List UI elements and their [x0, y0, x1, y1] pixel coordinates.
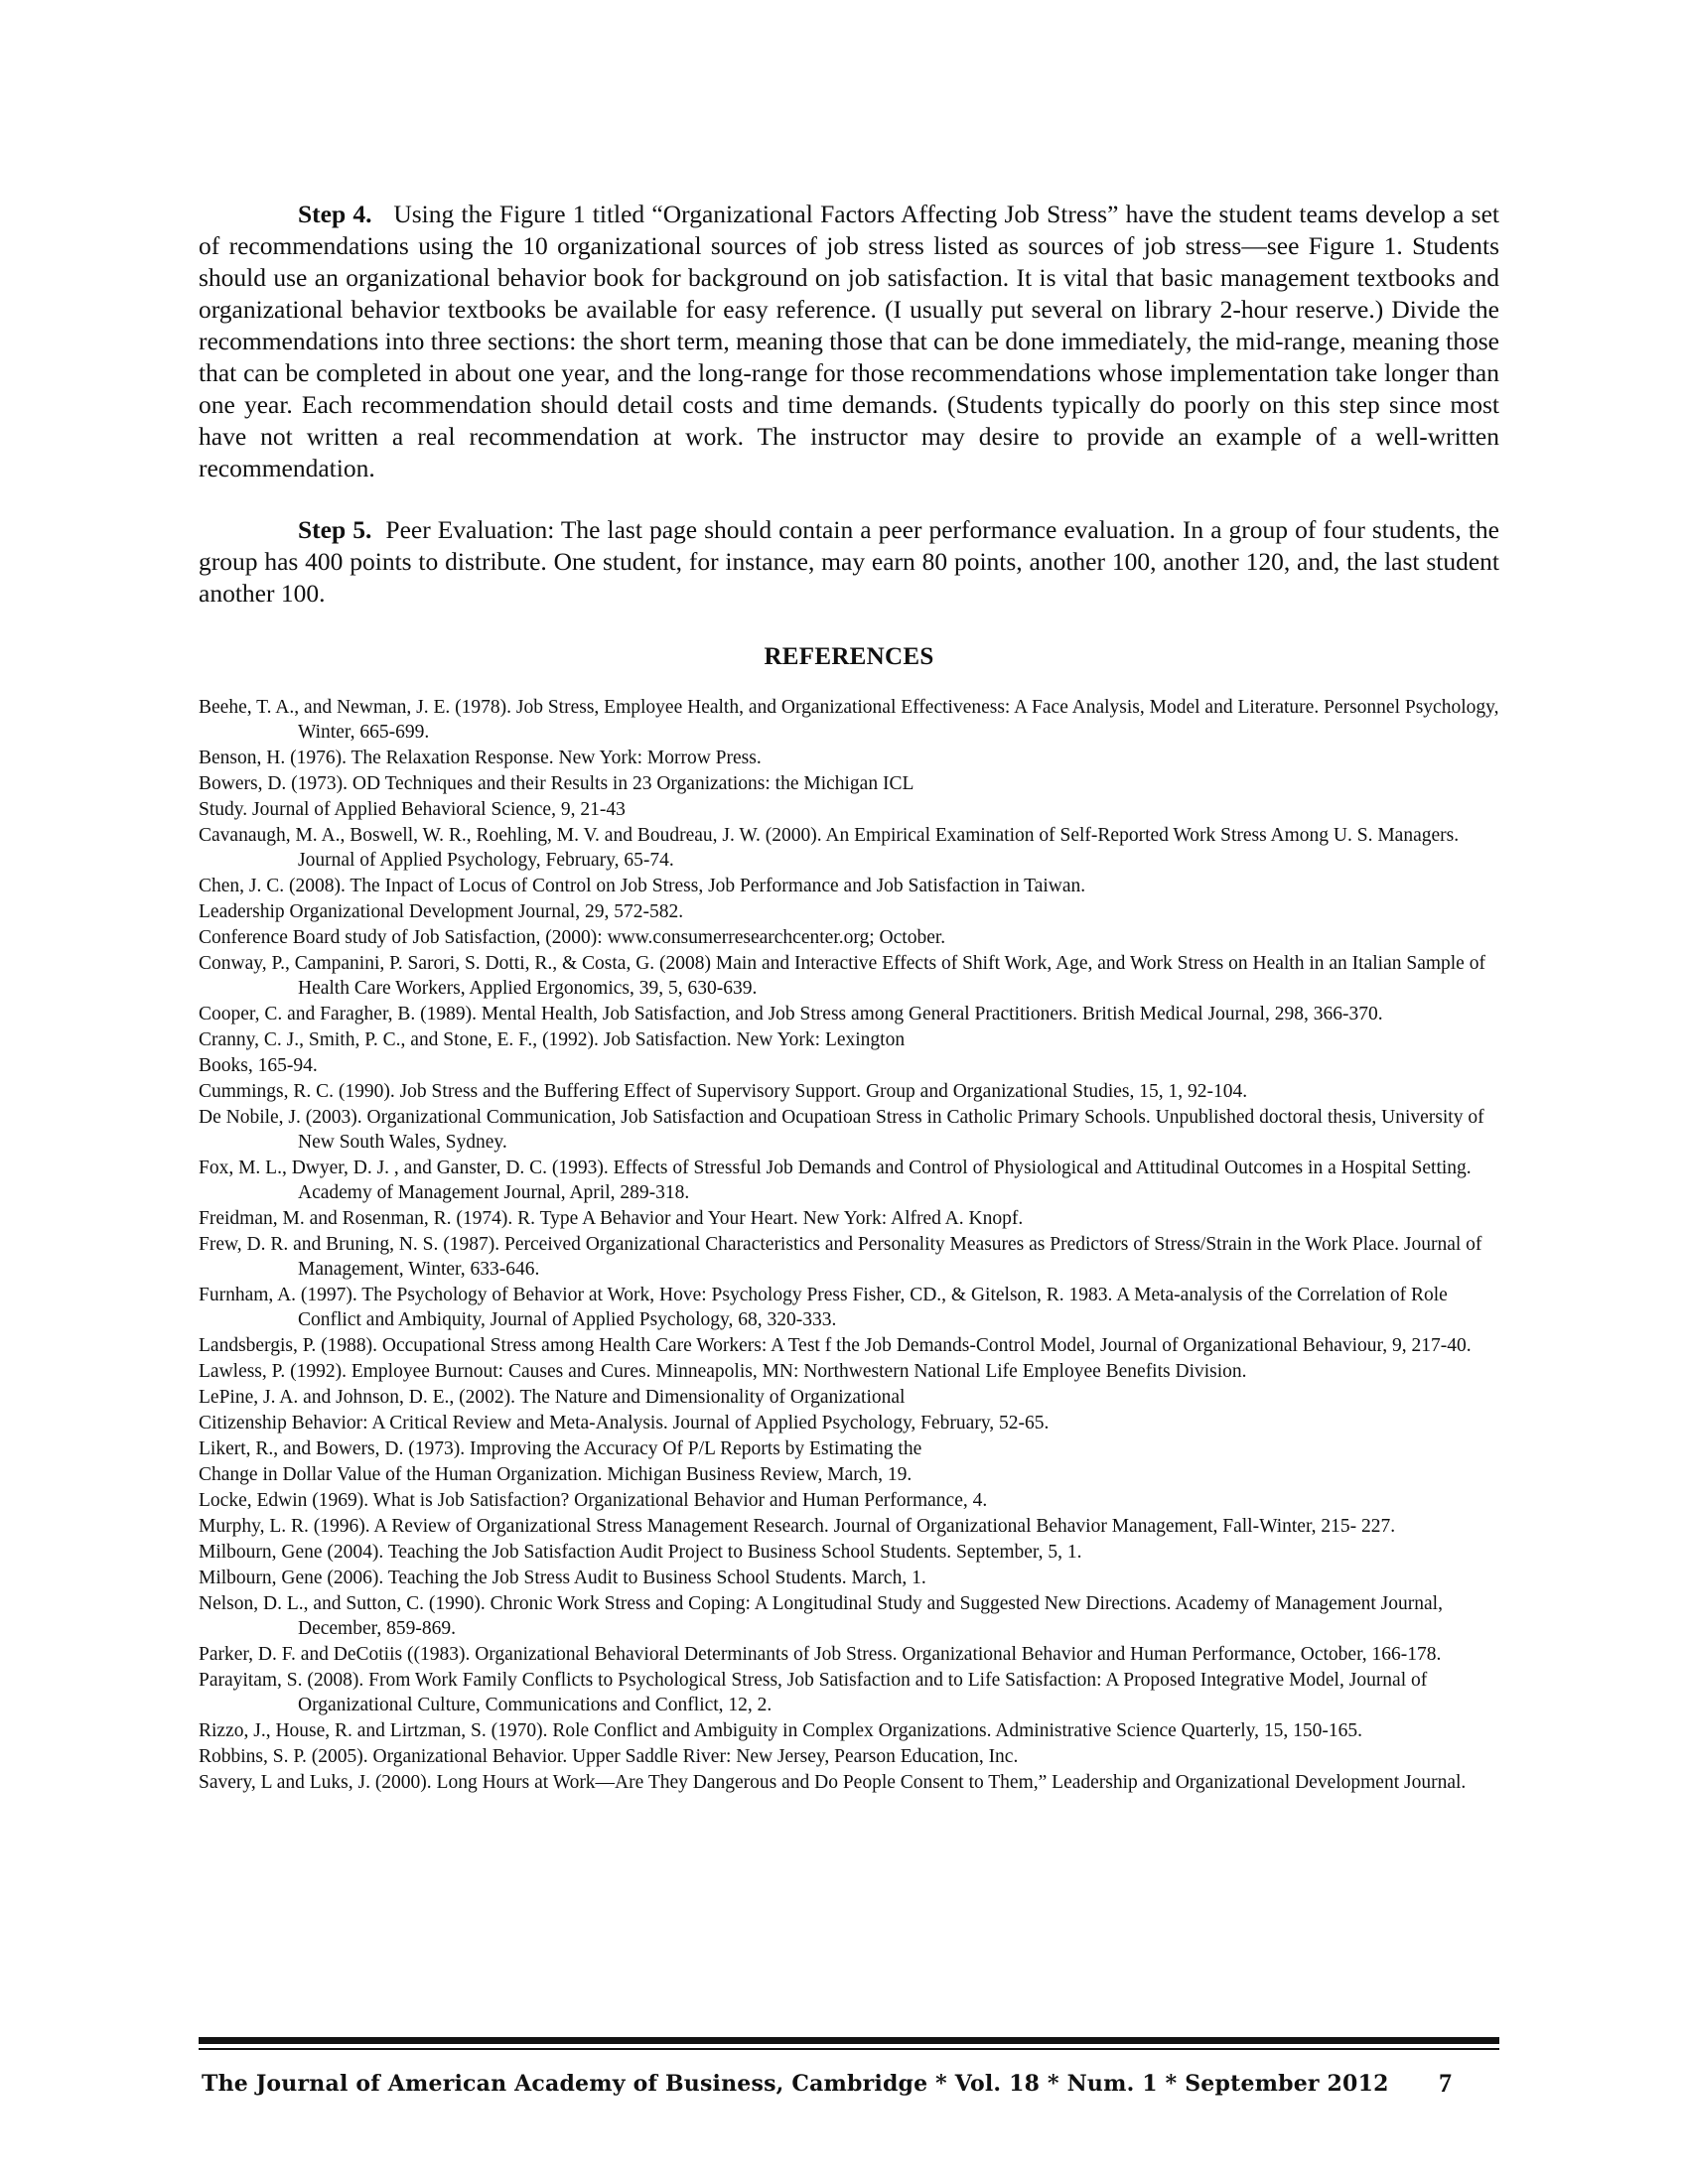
reference-item: Savery, L and Luks, J. (2000). Long Hours at Work—Are They Dangerous and Do People Consent to Them,” Leadership and Organizational Development Journal. [199, 1772, 1467, 1793]
reference-item: Change in Dollar Value of the Human Organization. Michigan Business Review, March, 19. [199, 1464, 913, 1485]
reference-item: Cummings, R. C. (1990). Job Stress and the Buffering Effect of Supervisory Support. Group and Organizational Studies, 15, 1, 92-104. [199, 1081, 1248, 1102]
reference-list [199, 695, 1499, 1795]
reference-item: Furnham, A. (1997). The Psychology of Behavior at Work, Hove: Psychology Press Fisher, CD., & Gitelson, R. 1983. A Meta-analysis of the Correlation of Role Conflict and Ambiquity, Journal of Applied Psychology, 68, 320-333. [199, 1285, 1448, 1330]
reference-item: Likert, R., and Bowers, D. (1973). Improving the Accuracy Of P/L Reports by Estimating the [199, 1438, 922, 1459]
reference-item: Conway, P., Campanini, P. Sarori, S. Dotti, R., & Costa, G. (2008) Main and Interactive Effects of Shift Work, Age, and Work Stress on Health in an Italian Sample of Health Care Workers, Applied Ergonomics, 39, 5, 630-639. [199, 953, 1485, 999]
page-number: 7 [1439, 2069, 1452, 2098]
reference-item: Landsbergis, P. (1988). Occupational Stress among Health Care Workers: A Test f the Job Demands-Control Model, Journal of Organizational Behaviour, 9, 217-40. [199, 1335, 1472, 1356]
step-5-label: Step 5. [298, 515, 372, 544]
reference-item: Cooper, C. and Faragher, B. (1989). Mental Health, Job Satisfaction, and Job Stress among General Practitioners. British Medical Journal, 298, 366-370. [199, 1004, 1383, 1024]
reference-item: Leadership Organizational Development Journal, 29, 572-582. [199, 901, 684, 922]
reference-item: Benson, H. (1976). The Relaxation Response. New York: Morrow Press. [199, 748, 762, 768]
page-content [199, 199, 1499, 1796]
references-heading: REFERENCES [764, 643, 934, 670]
reference-item: Locke, Edwin (1969). What is Job Satisfaction? Organizational Behavior and Human Performance, 4. [199, 1490, 988, 1511]
reference-item: Beehe, T. A., and Newman, J. E. (1978). Job Stress, Employee Health, and Organizational Effectiveness: A Face Analysis, Model and Literature. Personnel Psychology, Winter, 665-699. [199, 697, 1499, 743]
reference-item: Chen, J. C. (2008). The Inpact of Locus of Control on Job Stress, Job Performance and Job Satisfaction in Taiwan. [199, 876, 1086, 896]
reference-item: Conference Board study of Job Satisfaction, (2000): www.consumerresearchcenter.org; October. [199, 927, 946, 948]
reference-item: Study. Journal of Applied Behavioral Science, 9, 21-43 [199, 799, 626, 820]
step-5-paragraph [199, 514, 1499, 610]
reference-item: Parker, D. F. and DeCotiis ((1983). Organizational Behavioral Determinants of Job Stress. Organizational Behavior and Human Performance, October, 166-178. [199, 1644, 1442, 1665]
reference-item: LePine, J. A. and Johnson, D. E., (2002). The Nature and Dimensionality of Organizational [199, 1387, 906, 1408]
journal-footer: The Journal of American Academy of Business, Cambridge * Vol. 18 * Num. 1 * September 2012 [202, 2071, 1389, 2097]
footer-rule-thin [199, 2048, 1499, 2050]
reference-item: Citizenship Behavior: A Critical Review and Meta-Analysis. Journal of Applied Psychology, February, 52-65. [199, 1413, 1050, 1433]
reference-item: Milbourn, Gene (2006). Teaching the Job Stress Audit to Business School Students. March, 1. [199, 1568, 926, 1588]
step-4-label: Step 4. [298, 200, 372, 228]
reference-item: Milbourn, Gene (2004). Teaching the Job Satisfaction Audit Project to Business School Students. September, 5, 1. [199, 1542, 1082, 1563]
reference-item: Bowers, D. (1973). OD Techniques and their Results in 23 Organizations: the Michigan ICL [199, 773, 914, 794]
reference-item: Cavanaugh, M. A., Boswell, W. R., Roehling, M. V. and Boudreau, J. W. (2000). An Empirical Examination of Self-Reported Work Stress Among U. S. Managers. Journal of Applied Psychology, February, 65-74. [199, 825, 1460, 871]
reference-item: Books, 165-94. [199, 1055, 318, 1076]
reference-item: De Nobile, J. (2003). Organizational Communication, Job Satisfaction and Ocupatioan Stress in Catholic Primary Schools. Unpublished doctoral thesis, University of New South Wales, Sydney. [199, 1107, 1484, 1153]
reference-item: Parayitam, S. (2008). From Work Family Conflicts to Psychological Stress, Job Satisfaction and to Life Satisfaction: A Proposed Integrative Model, Journal of Organizational Culture, Communications and Conflict, 12, 2. [199, 1670, 1428, 1715]
reference-item: Freidman, M. and Rosenman, R. (1974). R. Type A Behavior and Your Heart. New York: Alfred A. Knopf. [199, 1208, 1024, 1229]
reference-item: Rizzo, J., House, R. and Lirtzman, S. (1970). Role Conflict and Ambiguity in Complex Organizations. Administrative Science Quarterly, 15, 150-165. [199, 1720, 1362, 1741]
reference-item: Murphy, L. R. (1996). A Review of Organizational Stress Management Research. Journal of Organizational Behavior Management, Fall-Winter, 215- 227. [199, 1516, 1396, 1537]
reference-item: Lawless, P. (1992). Employee Burnout: Causes and Cures. Minneapolis, MN: Northwestern National Life Employee Benefits Division. [199, 1361, 1247, 1382]
step-5-text: Peer Evaluation: The last page should contain a peer performance evaluation. In a group of four students, the group has 400 points to distribute. One student, for instance, may earn 80 points, another 100, another 120, and, the last student another 100. [199, 515, 1499, 608]
reference-item: Robbins, S. P. (2005). Organizational Behavior. Upper Saddle River: New Jersey, Pearson Education, Inc. [199, 1746, 1019, 1767]
reference-item: Fox, M. L., Dwyer, D. J. , and Ganster, D. C. (1993). Effects of Stressful Job Demands and Control of Physiological and Attitudinal Outcomes in a Hospital Setting. Academy of Management Journal, April, 289-318. [199, 1158, 1472, 1203]
reference-item: Frew, D. R. and Bruning, N. S. (1987). Perceived Organizational Characteristics and Personality Measures as Predictors of Stress/Strain in the Work Place. Journal of Management, Winter, 633-646. [199, 1234, 1482, 1280]
step-4-paragraph [199, 199, 1499, 484]
reference-item: Cranny, C. J., Smith, P. C., and Stone, E. F., (1992). Job Satisfaction. New York: Lexington [199, 1029, 906, 1050]
footer-rule [199, 2037, 1499, 2044]
step-4-text: Using the Figure 1 titled “Organizational Factors Affecting Job Stress” have the student teams develop a set of recommendations using the 10 organizational sources of job stress listed as sources of job stress—see Figure 1. Students should use an organizational behavior book for background on job satisfaction. It is vital that basic management textbooks and organizational behavior textbooks be available for easy reference. (I usually put several on library 2-hour reserve.) Divide the recommendations into three sections: the short term, meaning those that can be done immediately, the mid-range, meaning those that can be completed in about one year, and the long-range for those recommendations whose implementation take longer than one year. Each recommendation should detail costs and time demands. (Students typically do poorly on this step since most have not written a real recommendation at work. The instructor may desire to provide an example of a well-written recommendation. [199, 200, 1499, 482]
reference-item: Nelson, D. L., and Sutton, C. (1990). Chronic Work Stress and Coping: A Longitudinal Study and Suggested New Directions. Academy of Management Journal, December, 859-869. [199, 1593, 1443, 1639]
